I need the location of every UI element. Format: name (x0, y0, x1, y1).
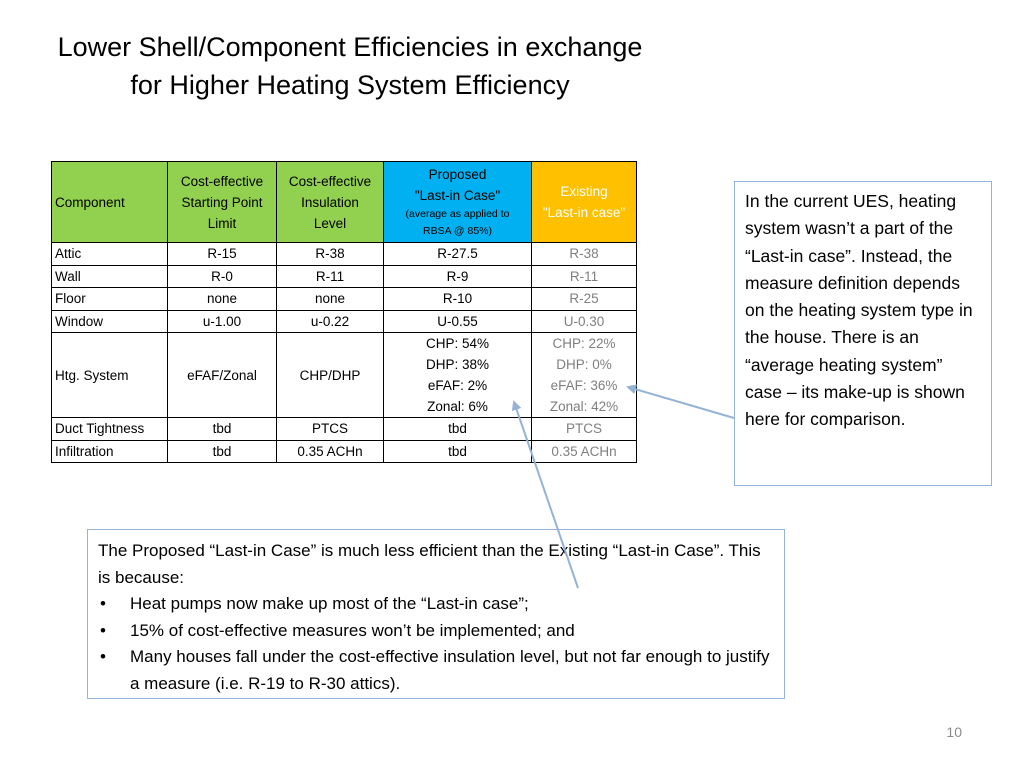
header-text: Insulation (301, 194, 359, 210)
callout-intro: The Proposed “Last-in Case” is much less efficient than the Existing “Last-in Case”. This is because: (98, 541, 761, 587)
cell-existing: R-38 (532, 243, 637, 266)
cell-start: tbd (168, 440, 277, 463)
cell-proposed: R-27.5 (384, 243, 532, 266)
header-component: Component (52, 162, 168, 243)
arrow-to-existing-mix (628, 387, 734, 418)
mix-line: CHP: 22% (552, 336, 616, 351)
header-text: "Last-in case" (542, 205, 626, 220)
cell-proposed: R-10 (384, 288, 532, 311)
cell-existing: U-0.30 (532, 310, 637, 333)
mix-line: CHP: 54% (425, 336, 490, 351)
cell-start: R-0 (168, 265, 277, 288)
cell-component: Attic (52, 243, 168, 266)
cell-component: Floor (52, 288, 168, 311)
cell-start: tbd (168, 418, 277, 441)
cell-insul: 0.35 ACHn (277, 440, 384, 463)
mix-line: Zonal: 6% (427, 399, 488, 414)
cell-start: u-1.00 (168, 310, 277, 333)
cell-start: R-15 (168, 243, 277, 266)
header-text: Starting Point (181, 194, 263, 210)
bullet-icon: • (100, 594, 106, 613)
header-text: Level (313, 215, 347, 231)
cell-existing: 0.35 ACHn (532, 440, 637, 463)
cell-insul: R-11 (277, 265, 384, 288)
cell-proposed: tbd (384, 440, 532, 463)
header-text: Proposed (428, 167, 487, 182)
arrow-to-proposed-mix (514, 402, 578, 588)
cell-component: Wall (52, 265, 168, 288)
cell-component: Window (52, 310, 168, 333)
mix-line: eFAF: 2% (427, 378, 488, 393)
title-line-1: Lower Shell/Component Efficiencies in exchange (57, 32, 643, 62)
mix-line: eFAF: 36% (550, 378, 618, 393)
header-text: "Last-in Case" (414, 188, 501, 203)
page-number: 10 (946, 724, 962, 740)
header-text: Existing (560, 184, 608, 199)
cell-proposed: tbd (384, 418, 532, 441)
cell-start: eFAF/Zonal (168, 333, 277, 418)
bullet-icon: • (100, 647, 106, 666)
heating-system-callout: In the current UES, heating system wasn’t a part of the “Last-in case”. Instead, the measure definition depends on the heating system type in the house. There is an “average heating system” case – its make-up is shown here for comparison. (734, 181, 992, 486)
cell-insul: u-0.22 (277, 310, 384, 333)
cell-insul: R-38 (277, 243, 384, 266)
cell-start: none (168, 288, 277, 311)
mix-line: DHP: 38% (425, 357, 490, 372)
cell-existing: R-25 (532, 288, 637, 311)
cell-component: Infiltration (52, 440, 168, 463)
header-note: (average as applied to (405, 208, 510, 220)
cell-component: Duct Tightness (52, 418, 168, 441)
cell-insul: none (277, 288, 384, 311)
list-item-text: 15% of cost-effective measures won’t be implemented; and (130, 620, 575, 640)
cell-insul: CHP/DHP (277, 333, 384, 418)
mix-line: DHP: 0% (556, 357, 612, 372)
cell-existing: R-11 (532, 265, 637, 288)
cell-insul: PTCS (277, 418, 384, 441)
bullet-icon: • (100, 620, 106, 640)
header-text: Limit (207, 215, 237, 231)
cell-proposed: R-9 (384, 265, 532, 288)
cell-proposed: U-0.55 (384, 310, 532, 333)
cell-existing: PTCS (532, 418, 637, 441)
header-text: Cost-effective (180, 173, 264, 189)
header-note: RBSA @ 85%) (422, 225, 493, 237)
mix-line: Zonal: 42% (549, 399, 619, 414)
cell-component: Htg. System (52, 333, 168, 418)
list-item-text: Heat pumps now make up most of the “Last-in case”; (130, 594, 529, 613)
list-item-text: Many houses fall under the cost-effective insulation level, but not far enough to justify a measure (i.e. R-19 to R-30 attics). (130, 647, 770, 693)
header-text: Cost-effective (288, 173, 372, 189)
title-line-2: for Higher Heating System Efficiency (130, 70, 570, 100)
